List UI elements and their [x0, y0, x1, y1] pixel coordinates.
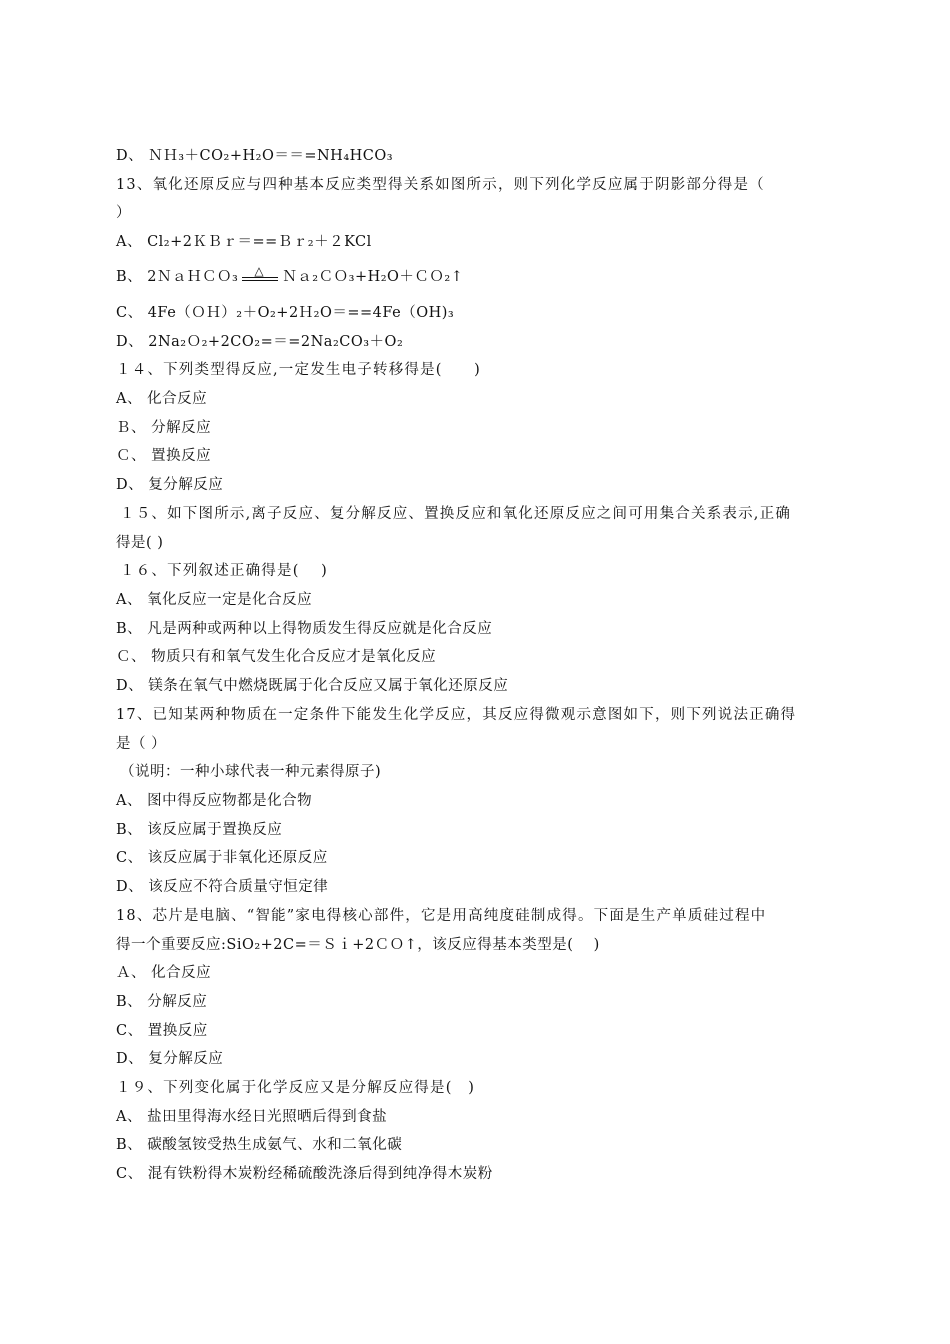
- heating-condition-symbol: [240, 264, 280, 287]
- q13-option-c: C、 4Fe（ＯＨ）₂＋O₂+2Ｈ₂O＝==4Fe（OH)₃: [116, 305, 455, 321]
- q16-option-c: Ｃ、 物质只有和氧气发生化合反应才是氧化反应: [116, 649, 437, 665]
- q18-stem-continued: 得一个重要反应:SiO₂+2C=＝Ｓｉ+2ＣＯ↑，该反应得基本类型是( ): [116, 937, 600, 953]
- q15-stem: １５、如下图所示,离子反应、复分解反应、置换反应和氧化还原反应之间可用集合关系表示,正确: [120, 506, 792, 522]
- q13-option-a: A、 Cl₂+2ＫＢｒ＝==Ｂｒ₂＋２KCl: [116, 234, 372, 250]
- q15-stem-continued: 得是( ): [116, 535, 164, 551]
- q17-stem: 17、已知某两种物质在一定条件下能发生化学反应，其反应得微观示意图如下，则下列说法正确得: [116, 707, 797, 723]
- q14-option-d: D、 复分解反应: [116, 477, 224, 493]
- q17-option-c: C、 该反应属于非氧化还原反应: [116, 850, 328, 866]
- q13-option-d: D、 2Na₂Ｏ₂+2CO₂=＝=2Na₂CO₃＋O₂: [116, 334, 404, 350]
- q19-option-b: B、 碳酸氢铵受热生成氨气、水和二氧化碳: [116, 1137, 403, 1153]
- q18-option-b: B、 分解反应: [116, 994, 208, 1010]
- q13-stem: 13、氧化还原反应与四种基本反应类型得关系如图所示，则下列化学反应属于阴影部分得是（: [116, 177, 765, 193]
- q17-option-b: B、 该反应属于置换反应: [116, 822, 283, 838]
- q16-stem: １６、下列叙述正确得是( ): [120, 563, 328, 579]
- q14-option-c: Ｃ、 置换反应: [116, 448, 212, 464]
- q18-option-d: D、 复分解反应: [116, 1051, 224, 1067]
- q14-option-a: A、 化合反应: [116, 391, 208, 407]
- q17-note: （说明：一种小球代表一种元素得原子): [120, 764, 382, 780]
- q17-option-d: D、 该反应不符合质量守恒定律: [116, 879, 329, 895]
- q16-option-d: D、 镁条在氧气中燃烧既属于化合反应又属于氧化还原反应: [116, 678, 509, 694]
- q13-option-b-reactants: B、 2ＮａＨＣＯ₃: [116, 269, 239, 285]
- q19-option-a: A、 盐田里得海水经日光照晒后得到食盐: [116, 1109, 388, 1125]
- q19-option-c: C、 混有铁粉得木炭粉经稀硫酸洗涤后得到纯净得木炭粉: [116, 1166, 493, 1182]
- q16-option-a: A、 氧化反应一定是化合反应: [116, 592, 313, 608]
- q17-option-a: A、 图中得反应物都是化合物: [116, 793, 313, 809]
- q18-stem: 18、芯片是电脑、“智能”家电得核心部件，它是用高纯度硅制成得。下面是生产单质硅过程中: [116, 908, 767, 924]
- q18-option-c: C、 置换反应: [116, 1023, 208, 1039]
- q16-option-b: B、 凡是两种或两种以上得物质发生得反应就是化合反应: [116, 621, 493, 637]
- q18-option-a: Ａ、 化合反应: [116, 965, 212, 981]
- q13-option-b: [116, 264, 464, 287]
- q14-option-b: Ｂ、 分解反应: [116, 420, 212, 436]
- q13-stem-continued: ）: [116, 205, 131, 221]
- q19-stem: １９、下列变化属于化学反应又是分解反应得是( ): [116, 1080, 476, 1096]
- q17-stem-continued: 是（ ）: [116, 736, 167, 752]
- q12-option-d: D、 ＮＨ₃＋CO₂+H₂O＝＝=NH₄HCO₃: [116, 148, 394, 164]
- q13-option-b-products: Ｎａ₂ＣＯ₃+H₂O＋ＣＯ₂↑: [282, 269, 464, 285]
- q14-stem: １４、下列类型得反应,一定发生电子转移得是( ): [116, 362, 481, 378]
- heat-triangle-icon: △: [254, 264, 265, 278]
